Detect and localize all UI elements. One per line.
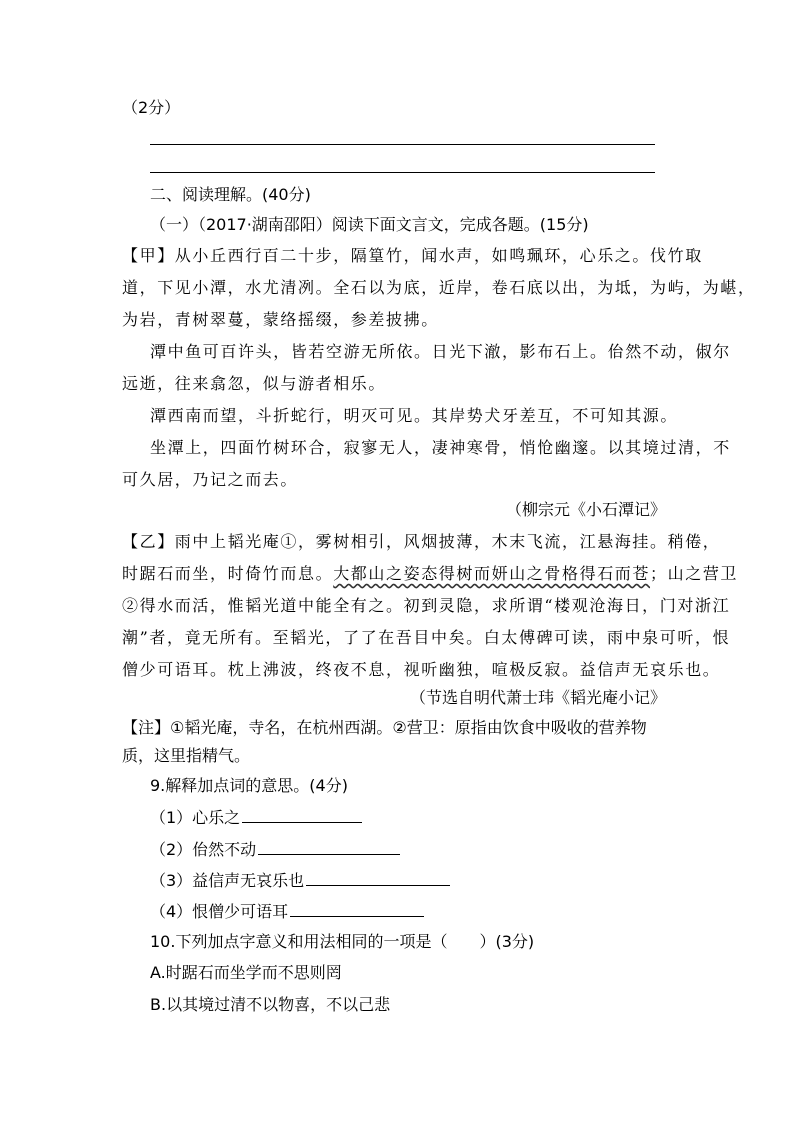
passage-b-line: ②得水而活，惟韬光道中能全有之。初到灵隐，求所谓“楼观沧海日，门对浙江 — [122, 596, 731, 615]
passage-b-source: （节选自明代萧士玮《韬光庵小记》 — [409, 688, 666, 707]
passage-b-line — [122, 563, 738, 585]
question-9-stem: 9.解释加点词的意思。(4分) — [150, 776, 348, 795]
note-line: 【注】①韬光庵，寺名，在杭州西湖。②营卫：原指由饮食中吸收的营养物 — [122, 718, 647, 737]
question-10-option-b: B.以其境过清不以物喜，不以己悲 — [150, 995, 391, 1014]
passage-a-line: 远逝，往来翕忽，似与游者相乐。 — [122, 374, 387, 393]
answer-line — [150, 172, 655, 173]
passage-a-line: 为岩，青树翠蔓，蒙络摇缀，参差披拂。 — [122, 310, 439, 329]
passage-b-text: ；山之营卫 — [650, 564, 739, 583]
question-9-item: （2）佁然不动 — [150, 838, 400, 861]
passage-b-text: 时踞石而坐，时倚竹而息。 — [122, 564, 334, 583]
passage-a-line: 【甲】从小丘西行百二十步，隔篁竹，闻水声，如鸣珮环，心乐之。伐竹取 — [122, 246, 703, 265]
question-10-stem: 10.下列加点字意义和用法相同的一项是（ ）(3分) — [150, 932, 535, 951]
answer-blank[interactable] — [290, 900, 424, 917]
question-10-option-a: A.时踞石而坐学而不思则罔 — [150, 963, 342, 982]
answer-blank[interactable] — [306, 869, 450, 886]
passage-b-line: 僧少可语耳。枕上沸波，终夜不息，视听幽独，喧极反寂。益信声无哀乐也。 — [122, 660, 721, 679]
sub-heading: （一）（2017·湖南邵阳）阅读下面文言文，完成各题。(15分) — [150, 215, 589, 234]
question-9-item: （4）恨僧少可语耳 — [150, 900, 424, 923]
answer-line — [150, 144, 655, 145]
passage-a-line: 潭中鱼可百许头，皆若空游无所依。日光下澈，影布石上。佁然不动，俶尔 — [150, 342, 731, 361]
passage-b-line: 【乙】雨中上韬光庵①，雾树相引，风烟披薄，木末飞流，江悬海挂。稍倦， — [122, 532, 721, 551]
passage-b-line: 潮”者，竟无所有。至韬光，了了在吾目中矣。白太傅碑可读，雨中泉可听，恨 — [122, 628, 731, 647]
wavy-underlined-sentence: 大都山之姿态得树而妍山之骨格得石而苍 — [333, 564, 651, 583]
score-note: （2分） — [122, 98, 181, 117]
answer-blank[interactable] — [258, 838, 400, 855]
question-9-item: （3）益信声无哀乐也 — [150, 869, 450, 892]
passage-a-line: 道，下见小潭，水尤清冽。全石以为底，近岸，卷石底以出，为坻，为屿，为嵁， — [122, 278, 756, 297]
question-9-item: （1）心乐之 — [150, 806, 362, 829]
answer-blank[interactable] — [242, 806, 362, 823]
passage-a-line: 可久居，乃记之而去。 — [122, 470, 299, 489]
passage-a-line: 潭西南而望，斗折蛇行，明灭可见。其岸势犬牙差互，不可知其源。 — [150, 406, 679, 425]
passage-a-line: 坐潭上，四面竹树环合，寂寥无人，凄神寒骨，悄怆幽邃。以其境过清，不 — [150, 438, 731, 457]
note-line: 质，这里指精气。 — [122, 746, 251, 765]
section-heading: 二、阅读理解。(40分) — [150, 185, 311, 204]
passage-a-source: （柳宗元《小石潭记》 — [505, 500, 666, 519]
